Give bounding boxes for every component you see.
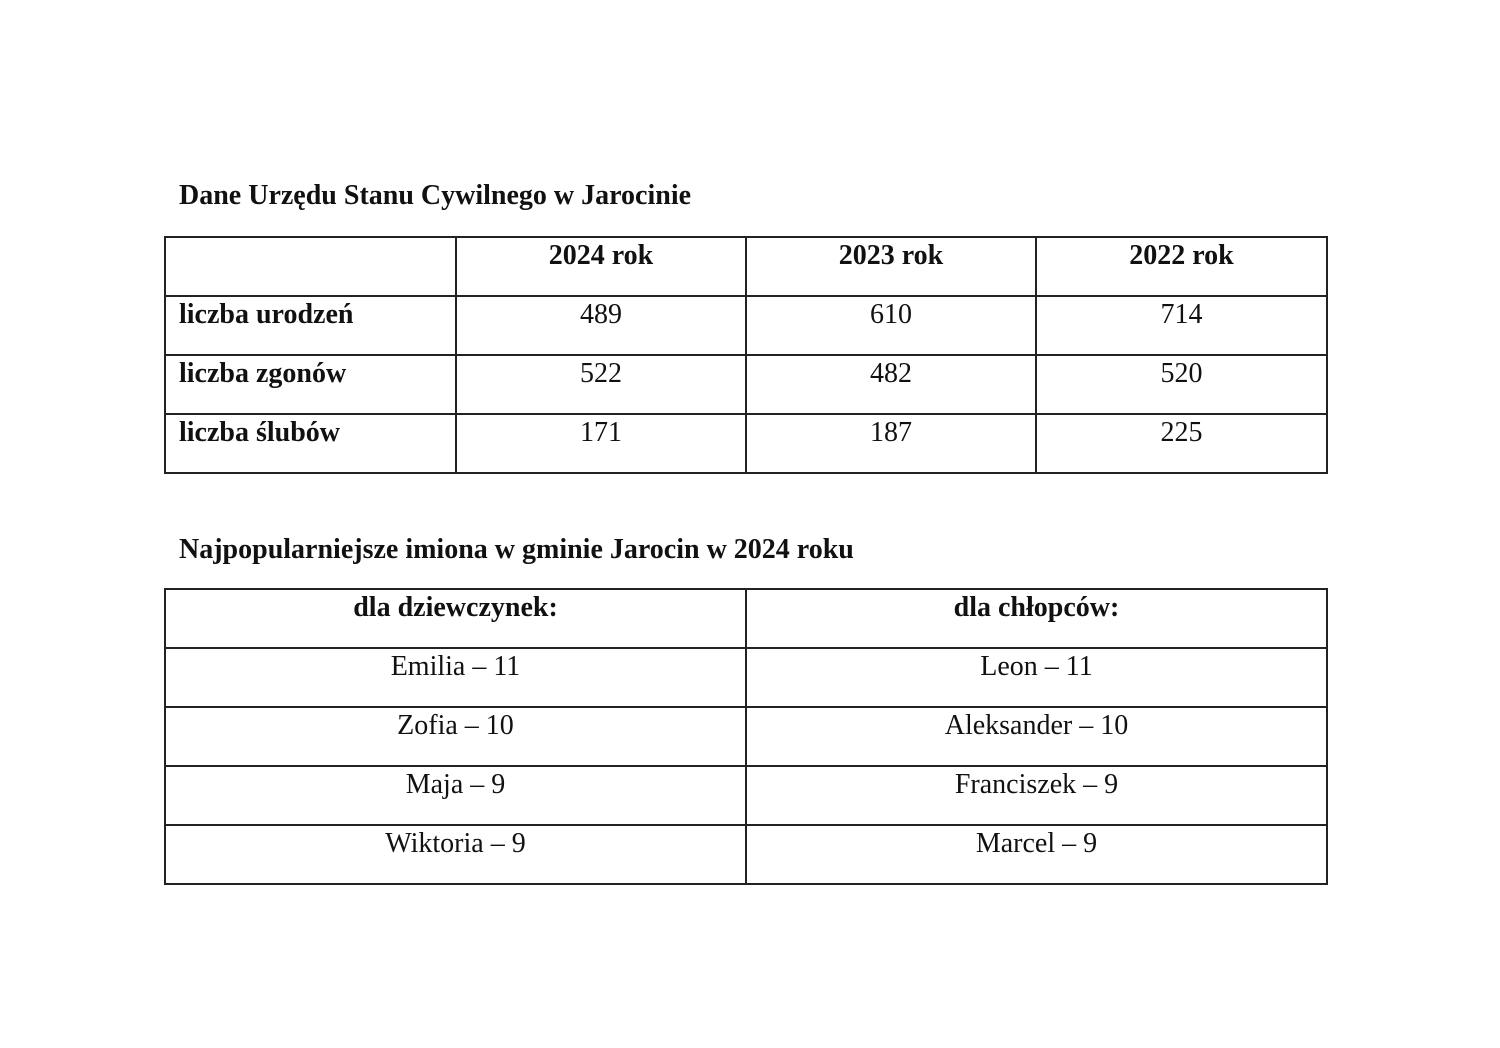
value-marriages-2023: 187 (746, 414, 1036, 473)
value-births-2022: 714 (1036, 296, 1327, 355)
value-deaths-2023: 482 (746, 355, 1036, 414)
boy-name-cell: Franciszek – 9 (746, 766, 1327, 825)
header-cell-girls: dla dziewczynek: (165, 589, 746, 648)
value-births-2023: 610 (746, 296, 1036, 355)
value-births-2024: 489 (456, 296, 746, 355)
boy-name-cell: Aleksander – 10 (746, 707, 1327, 766)
section-title-usc: Dane Urzędu Stanu Cywilnego w Jarocinie (179, 180, 692, 211)
girl-name-cell: Maja – 9 (165, 766, 746, 825)
header-cell-empty (165, 237, 456, 296)
table-row (165, 766, 1327, 825)
table-row (165, 825, 1327, 884)
row-label-births: liczba urodzeń (165, 296, 456, 355)
usc-stats-table (164, 236, 1328, 474)
table-row-deaths (165, 355, 1327, 414)
table-header-row (165, 589, 1327, 648)
popular-names-table (164, 588, 1328, 885)
header-cell-boys: dla chłopców: (746, 589, 1327, 648)
value-marriages-2022: 225 (1036, 414, 1327, 473)
value-deaths-2024: 522 (456, 355, 746, 414)
girl-name-cell: Wiktoria – 9 (165, 825, 746, 884)
row-label-deaths: liczba zgonów (165, 355, 456, 414)
table-row (165, 707, 1327, 766)
girl-name-cell: Emilia – 11 (165, 648, 746, 707)
value-deaths-2022: 520 (1036, 355, 1327, 414)
header-cell-2023: 2023 rok (746, 237, 1036, 296)
girl-name-cell: Zofia – 10 (165, 707, 746, 766)
boy-name-cell: Marcel – 9 (746, 825, 1327, 884)
header-cell-2024: 2024 rok (456, 237, 746, 296)
section-title-names: Najpopularniejsze imiona w gminie Jarocin w 2024 roku (179, 534, 854, 565)
header-cell-2022: 2022 rok (1036, 237, 1327, 296)
table-row-births (165, 296, 1327, 355)
table-row (165, 648, 1327, 707)
value-marriages-2024: 171 (456, 414, 746, 473)
table-header-row (165, 237, 1327, 296)
boy-name-cell: Leon – 11 (746, 648, 1327, 707)
row-label-marriages: liczba ślubów (165, 414, 456, 473)
table-row-marriages (165, 414, 1327, 473)
